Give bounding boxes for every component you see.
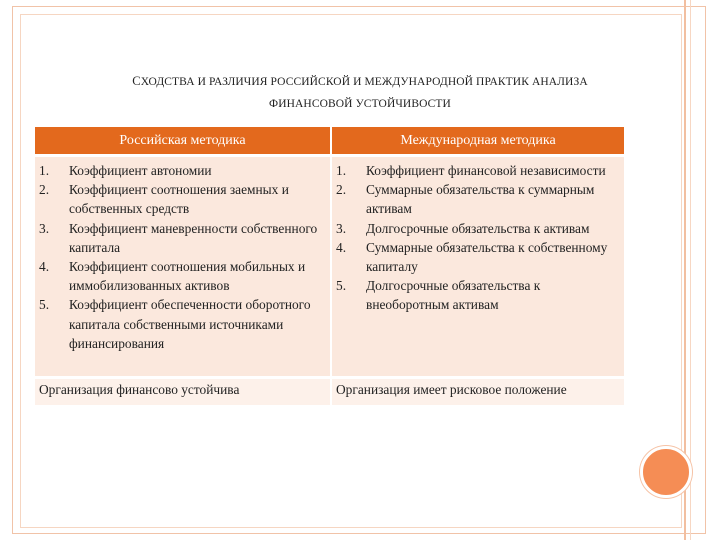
comparison-table	[35, 127, 624, 405]
title-line-2: ФИНАНСОВОЙ УСТОЙЧИВОСТИ	[269, 98, 451, 110]
title-line-1: СХОДСТВА И РАЗЛИЧИЯ РОССИЙСКОЙ И МЕЖДУНАРОДНОЙ ПРАКТИК АНАЛИЗА	[132, 74, 588, 88]
list-item: 3. Коэффициент маневренности собственного капитала	[39, 220, 318, 255]
russian-indicators-list	[39, 161, 326, 353]
list-item: 5. Долгосрочные обязательства к внеоборотным активам	[336, 278, 541, 313]
list-item: 1. Коэффициент автономии	[39, 163, 212, 178]
international-indicators-list	[336, 161, 620, 315]
header-russian-method: Российская методика	[35, 127, 331, 156]
header-international-method: Международная методика	[331, 127, 624, 156]
list-item: 1. Коэффициент финансовой независимости	[336, 163, 606, 178]
list-item: 5. Коэффициент обеспеченности оборотного капитала собственными источниками финансирования	[39, 297, 311, 351]
international-conclusion: Организация имеет рисковое положение	[331, 378, 624, 406]
list-item: 3. Долгосрочные обязательства к активам	[336, 220, 590, 236]
decorative-circle	[640, 446, 692, 498]
decorative-side-line-thin	[690, 0, 691, 540]
list-item: 4. Суммарные обязательства к собственному капиталу	[336, 239, 608, 275]
russian-indicators-cell	[35, 156, 331, 378]
list-item: 2. Коэффициент соотношения заемных и собственных средств	[39, 182, 289, 217]
international-indicators-cell	[331, 156, 624, 378]
table-header-row	[35, 127, 624, 156]
russian-conclusion: Организация финансово устойчива	[35, 378, 331, 406]
table-row-conclusion	[35, 378, 624, 406]
table-row-indicators	[35, 156, 624, 378]
list-item: 2. Суммарные обязательства к суммарным активам	[336, 182, 595, 217]
list-item: 4. Коэффициент соотношения мобильных и иммобилизованных активов	[39, 259, 306, 294]
slide-title	[40, 70, 680, 115]
